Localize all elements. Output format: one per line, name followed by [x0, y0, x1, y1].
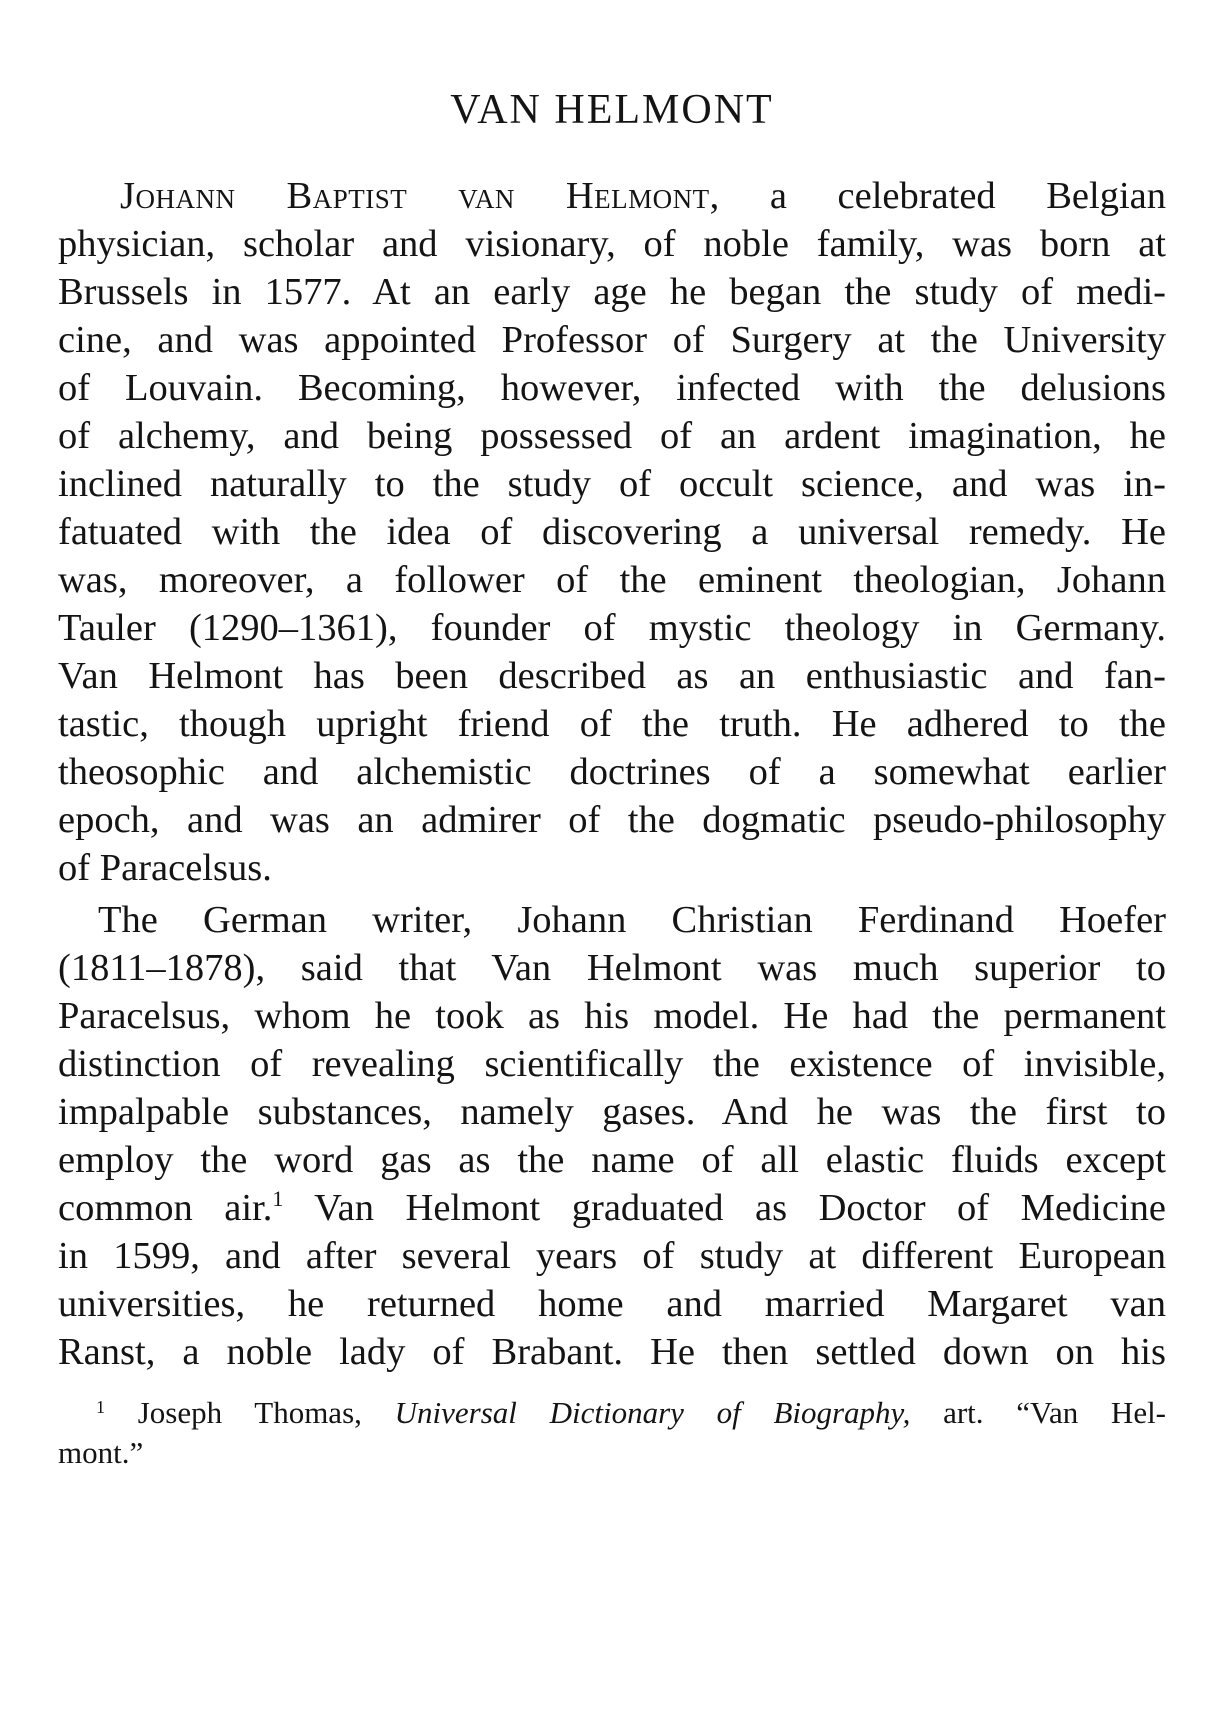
footnote-work-title: Universal Dictionary of Biography,: [394, 1395, 911, 1430]
paragraph-1-line-13: theosophic and alchemistic doctrines of a somewhat earlier: [58, 751, 1166, 793]
paragraph-1-line-9: was, moreover, a follower of the eminent theologian, Johann: [58, 559, 1166, 601]
paragraph-2-line-1: The German writer, Johann Christian Ferdinand Hoefer: [98, 899, 1166, 941]
paragraph-2-line-7: [58, 1184, 1166, 1232]
footnote-author: Joseph Thomas,: [137, 1395, 362, 1430]
paragraph-2-line-5: impalpable substances, namely gases. And he was the first to: [58, 1091, 1166, 1133]
paragraph-2-line-8: in 1599, and after several years of study at different European: [58, 1235, 1166, 1277]
paragraph-1-line-1: [58, 172, 1166, 220]
paragraph-2-line-3: Paracelsus, whom he took as his model. He had the permanent: [58, 995, 1166, 1037]
paragraph-text: common air.: [58, 1187, 273, 1229]
footnote-continuation: mont.”: [58, 1435, 144, 1470]
subject-name: Johann Baptist van Helmont: [120, 175, 710, 217]
paragraph-1-line-6: of alchemy, and being possessed of an ardent imagination, he: [58, 415, 1166, 457]
paragraph-1-line-2: physician, scholar and visionary, of noble family, was born at: [58, 223, 1166, 265]
footnote-text: art. “Van Hel-: [943, 1395, 1167, 1430]
footnote: [58, 1393, 1166, 1433]
paragraph-2-line-2: (1811–1878), said that Van Helmont was much superior to: [58, 947, 1166, 989]
paragraph-1-line-12: tastic, though upright friend of the truth. He adhered to the: [58, 703, 1166, 745]
chapter-title: VAN HELMONT: [450, 87, 774, 133]
paragraph-1-line-4: cine, and was appointed Professor of Surgery at the University: [58, 319, 1166, 361]
paragraph-1-line-3: Brussels in 1577. At an early age he began the study of medi-: [58, 271, 1166, 313]
paragraph-1-line-15: of Paracelsus.: [58, 847, 272, 889]
paragraph-2-line-6: employ the word gas as the name of all elastic fluids except: [58, 1139, 1166, 1181]
paragraph-1-line-5: of Louvain. Becoming, however, infected with the delusions: [58, 367, 1166, 409]
paragraph-text: , a celebrated Belgian: [709, 175, 1166, 217]
paragraph-2-line-9: universities, he returned home and married Margaret van: [58, 1283, 1166, 1325]
footnote-marker: 1: [96, 1397, 105, 1417]
paragraph-2-line-10: Ranst, a noble lady of Brabant. He then settled down on his: [58, 1331, 1166, 1373]
paragraph-1-line-11: Van Helmont has been described as an enthusiastic and fan-: [58, 655, 1166, 697]
footnote-reference: 1: [272, 1186, 284, 1211]
paragraph-1-line-14: epoch, and was an admirer of the dogmatic pseudo-philosophy: [58, 799, 1166, 841]
paragraph-1-line-8: fatuated with the idea of discovering a universal remedy. He: [58, 511, 1166, 553]
paragraph-1-line-10: Tauler (1290–1361), founder of mystic theology in Germany.: [58, 607, 1166, 649]
paragraph-2-line-4: distinction of revealing scientifically the existence of invisible,: [58, 1043, 1166, 1085]
paragraph-1-line-7: inclined naturally to the study of occult science, and was in-: [58, 463, 1166, 505]
paragraph-text: Van Helmont graduated as Doctor of Medicine: [283, 1187, 1166, 1229]
